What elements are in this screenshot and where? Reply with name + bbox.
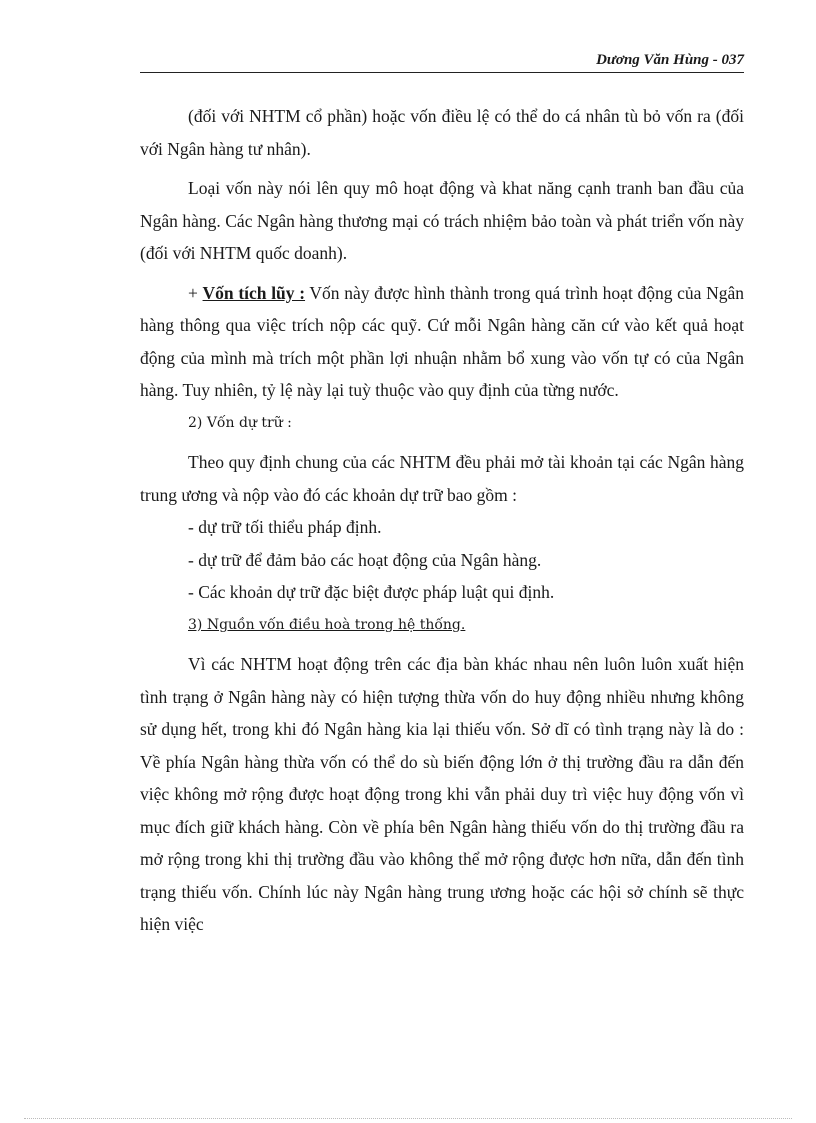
bullet-item-3: - Các khoản dự trữ đặc biệt được pháp luật qui định. <box>188 582 555 602</box>
plus-marker: + <box>188 282 203 303</box>
bullet-item-1: - dự trữ tối thiểu pháp định. <box>188 517 382 537</box>
term-von-tich-luy: Vốn tích lũy : <box>202 282 306 303</box>
page-bottom-border <box>24 1118 792 1119</box>
paragraph-2: Loại vốn này nói lên quy mô hoạt động và khat năng cạnh tranh ban đầu của Ngân hàng. Các Ngân hàng thương mại có trách nhiệm bảo toàn và phát triển vốn này (đối với NHTM quốc doanh). <box>140 178 744 263</box>
document-body <box>140 100 744 941</box>
paragraph-3-text: Vốn này được hình thành trong quá trình hoạt động của Ngân hàng thông qua việc trích nộp các quỹ. Cứ mỗi Ngân hàng căn cứ vào kết quả hoạt động của mình mà trích một phần lợi nhuận nhằm bổ xung vào vốn tự có của Ngân hàng. Tuy nhiên, tỷ lệ này lại tuỳ thuộc vào quy định của từng nước. <box>140 282 745 400</box>
page-header <box>140 52 744 73</box>
paragraph-4: Theo quy định chung của các NHTM đều phải mở tài khoản tại các Ngân hàng trung ương và nộp vào đó các khoản dự trữ bao gồm : <box>140 452 744 505</box>
section-heading-3: 3) Nguồn vốn điều hoà trong hệ thống. <box>188 616 466 633</box>
bullet-item-2: - dự trữ để đảm bảo các hoạt động của Ngân hàng. <box>188 549 542 570</box>
header-author: Dương Văn Hùng - 037 <box>596 52 744 68</box>
paragraph-3 <box>140 277 744 407</box>
paragraph-5: Vì các NHTM hoạt động trên các địa bàn khác nhau nên luôn luôn xuất hiện tình trạng ở Ngân hàng này có hiện tượng thừa vốn do huy động nhiều nhưng không sử dụng hết, trong khi đó Ngân hàng kia lại thiếu vốn. Sở dĩ có tình trạng này là do : Về phía Ngân hàng thừa vốn có thể do sù biến động lớn ở thị trường đầu ra dẫn đến việc không mở rộng được hoạt động trong khi vẫn phải duy trì việc huy động vốn vì mục đích giữ khách hàng. Còn về phía bên Ngân hàng thiếu vốn do thị trường đầu ra mở rộng trong khi thị trường đầu vào không thể mở rộng được hơn nữa, dẫn đến tình trạng thiếu vốn. Chính lúc này Ngân hàng trung ương hoặc các hội sở chính sẽ thực hiện việc <box>140 654 744 934</box>
section-heading-2: 2) Vốn dự trữ : <box>188 414 292 431</box>
paragraph-1: (đối với NHTM cổ phần) hoặc vốn điều lệ có thể do cá nhân tù bỏ vốn ra (đối với Ngân hàng tư nhân). <box>140 106 744 159</box>
